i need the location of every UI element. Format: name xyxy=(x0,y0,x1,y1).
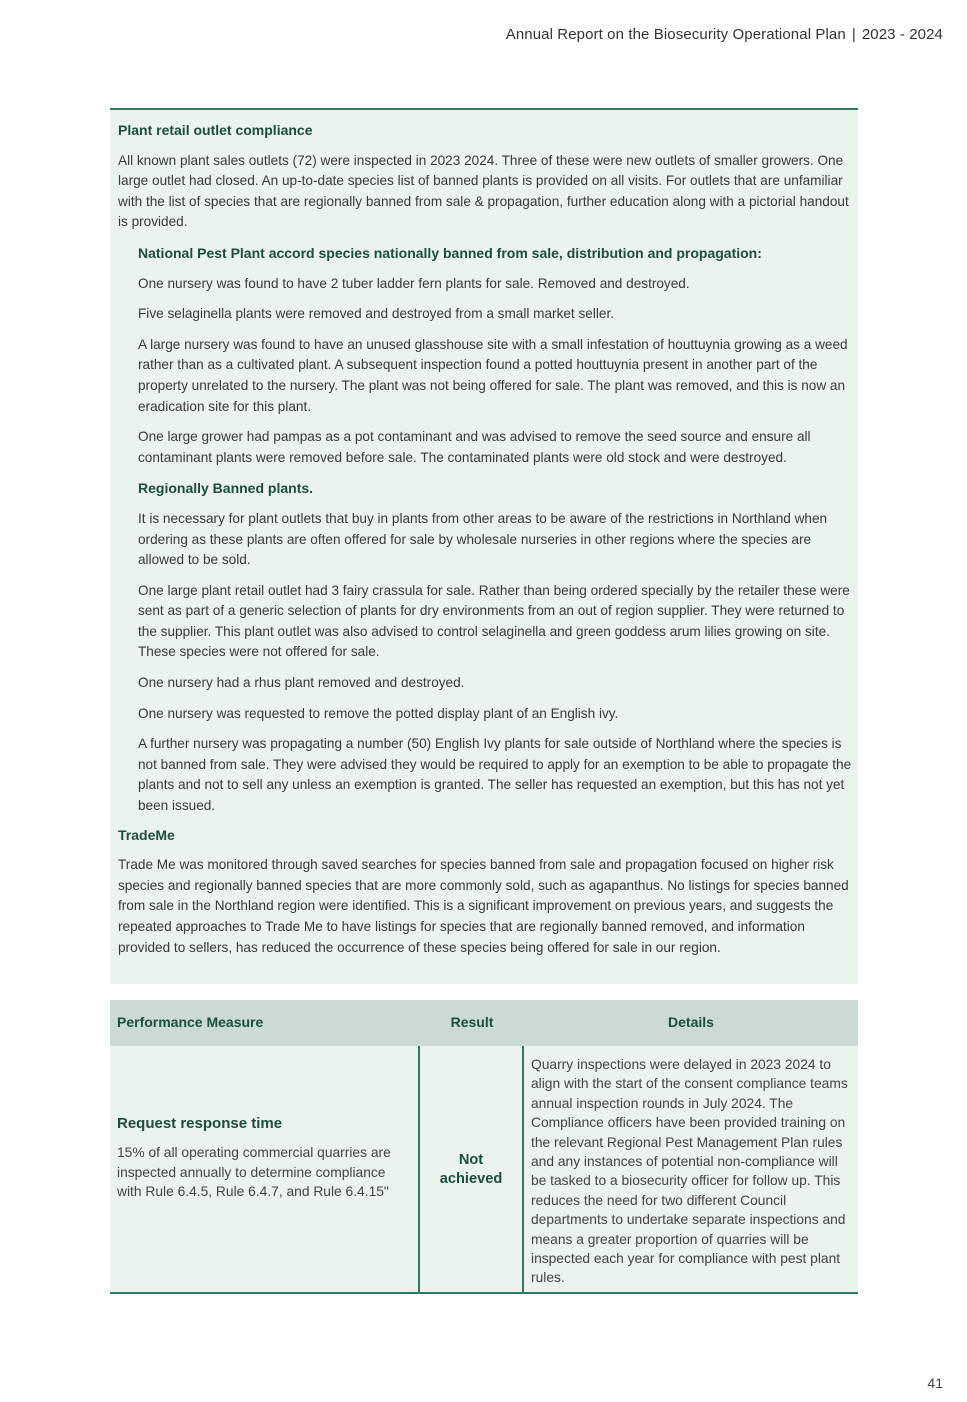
national-item: One large grower had pampas as a pot contaminant and was advised to remove the seed source and ensure all contaminant plants were removed before sale. The contaminated plants were old stock and were destroyed. xyxy=(138,429,811,465)
regional-item: One nursery was requested to remove the potted display plant of an English ivy. xyxy=(138,705,619,721)
header-separator: | xyxy=(851,26,856,43)
section-heading: Plant retail outlet compliance xyxy=(118,122,313,138)
national-section xyxy=(118,243,852,817)
trademe-paragraph: Trade Me was monitored through saved searches for species banned from sale and propagation focused on higher risk species and regionally banned species that are more commonly sold, such as agapanthus. No listings for species banned from sale in the Northland region were identified. This is a significant improvement on previous years, and suggests the repeated approaches to Trade Me to have listings for species that are regionally banned removed, and information provided to sellers, has reduced the occurrence of these species being offered for sale in our region. xyxy=(118,857,849,955)
plant-retail-compliance-panel xyxy=(110,108,858,984)
table-row xyxy=(110,1046,858,1294)
national-item: Five selaginella plants were removed and destroyed from a small market seller. xyxy=(138,306,614,322)
measure-text: 15% of all operating commercial quarries are inspected annually to determine compliance with Rule 6.4.5, Rule 6.4.7, and Rule 6.4.15" xyxy=(117,1145,391,1200)
report-years: 2023 - 2024 xyxy=(861,26,943,43)
header-result: Result xyxy=(450,1014,494,1031)
measure-cell xyxy=(110,1046,420,1292)
details-cell: Quarry inspections were delayed in 2023 2024 to align with the start of the consent compliance teams annual inspection rounds in July 2024. The Compliance officers have been provided training on the relevant Regional Pest Management Plan rules and any instances of potential non-compliance will be tasked to a biosecurity officer for follow up. This reduces the need for two different Council departments to undertake separate inspections and means a greater proportion of quarries will be inspected each year for compliance with pest plant rules. xyxy=(531,1057,848,1286)
page-header xyxy=(506,26,943,43)
regional-heading: Regionally Banned plants. xyxy=(138,480,314,497)
regional-item: It is necessary for plant outlets that buy in plants from other areas to be aware of the restrictions in Northland when ordering as these plants are often offered for sale by wholesale nurseries in other regions where the species are allowed to be sold. xyxy=(138,510,828,568)
page-number: 41 xyxy=(927,1375,943,1391)
header-details: Details xyxy=(668,1014,714,1031)
header-performance-measure: Performance Measure xyxy=(117,1014,264,1031)
national-heading: National Pest Plant accord species nationally banned from sale, distribution and propagation: xyxy=(138,244,762,261)
regional-item: One nursery had a rhus plant removed and destroyed. xyxy=(138,675,465,691)
performance-table xyxy=(110,1000,858,1294)
result-cell xyxy=(420,1046,524,1292)
regional-item: One large plant retail outlet had 3 fairy crassula for sale. Rather than being ordered specially by the retailer these were sent as part of a generic selection of plants for dry environments from an out of region supplier. They were returned to the supplier. This plant outlet was also advised to control selaginella and green goddess arum lilies growing on site. These species were not offered for sale. xyxy=(138,582,850,660)
regional-item: A further nursery was propagating a number (50) English Ivy plants for sale outside of Northland where the species is not banned from sale. They were advised they would be required to apply for an exemption to be able to propagate the plants and not to sell any unless an exemption is granted. The seller has requested an exemption, but this has not yet been issued. xyxy=(138,736,852,814)
measure-title: Request response time xyxy=(117,1115,283,1132)
trademe-heading: TradeMe xyxy=(118,826,175,843)
national-item: One nursery was found to have 2 tuber ladder fern plants for sale. Removed and destroyed. xyxy=(138,275,690,291)
report-title: Annual Report on the Biosecurity Operational Plan xyxy=(505,26,846,43)
national-item: A large nursery was found to have an unused glasshouse site with a small infestation of houttuynia growing as a weed rather than as a cultivated plant. A subsequent inspection found a potted houttuynia present in another part of the property unrelated to the nursery. The plant was not being offered for sale. The plant was removed, and this is now an eradication site for this plant. xyxy=(138,336,848,414)
table-header-row xyxy=(110,1000,858,1046)
intro-paragraph: All known plant sales outlets (72) were inspected in 2023 2024. Three of these were new outlets of smaller growers. One large outlet had closed. An up-to-date species list of banned plants is provided on all visits. For outlets that are unfamiliar with the list of species that are regionally banned from sale & propagation, further education along with a pictorial handout is provided. xyxy=(118,152,849,230)
result-status: Not achieved xyxy=(439,1151,503,1187)
